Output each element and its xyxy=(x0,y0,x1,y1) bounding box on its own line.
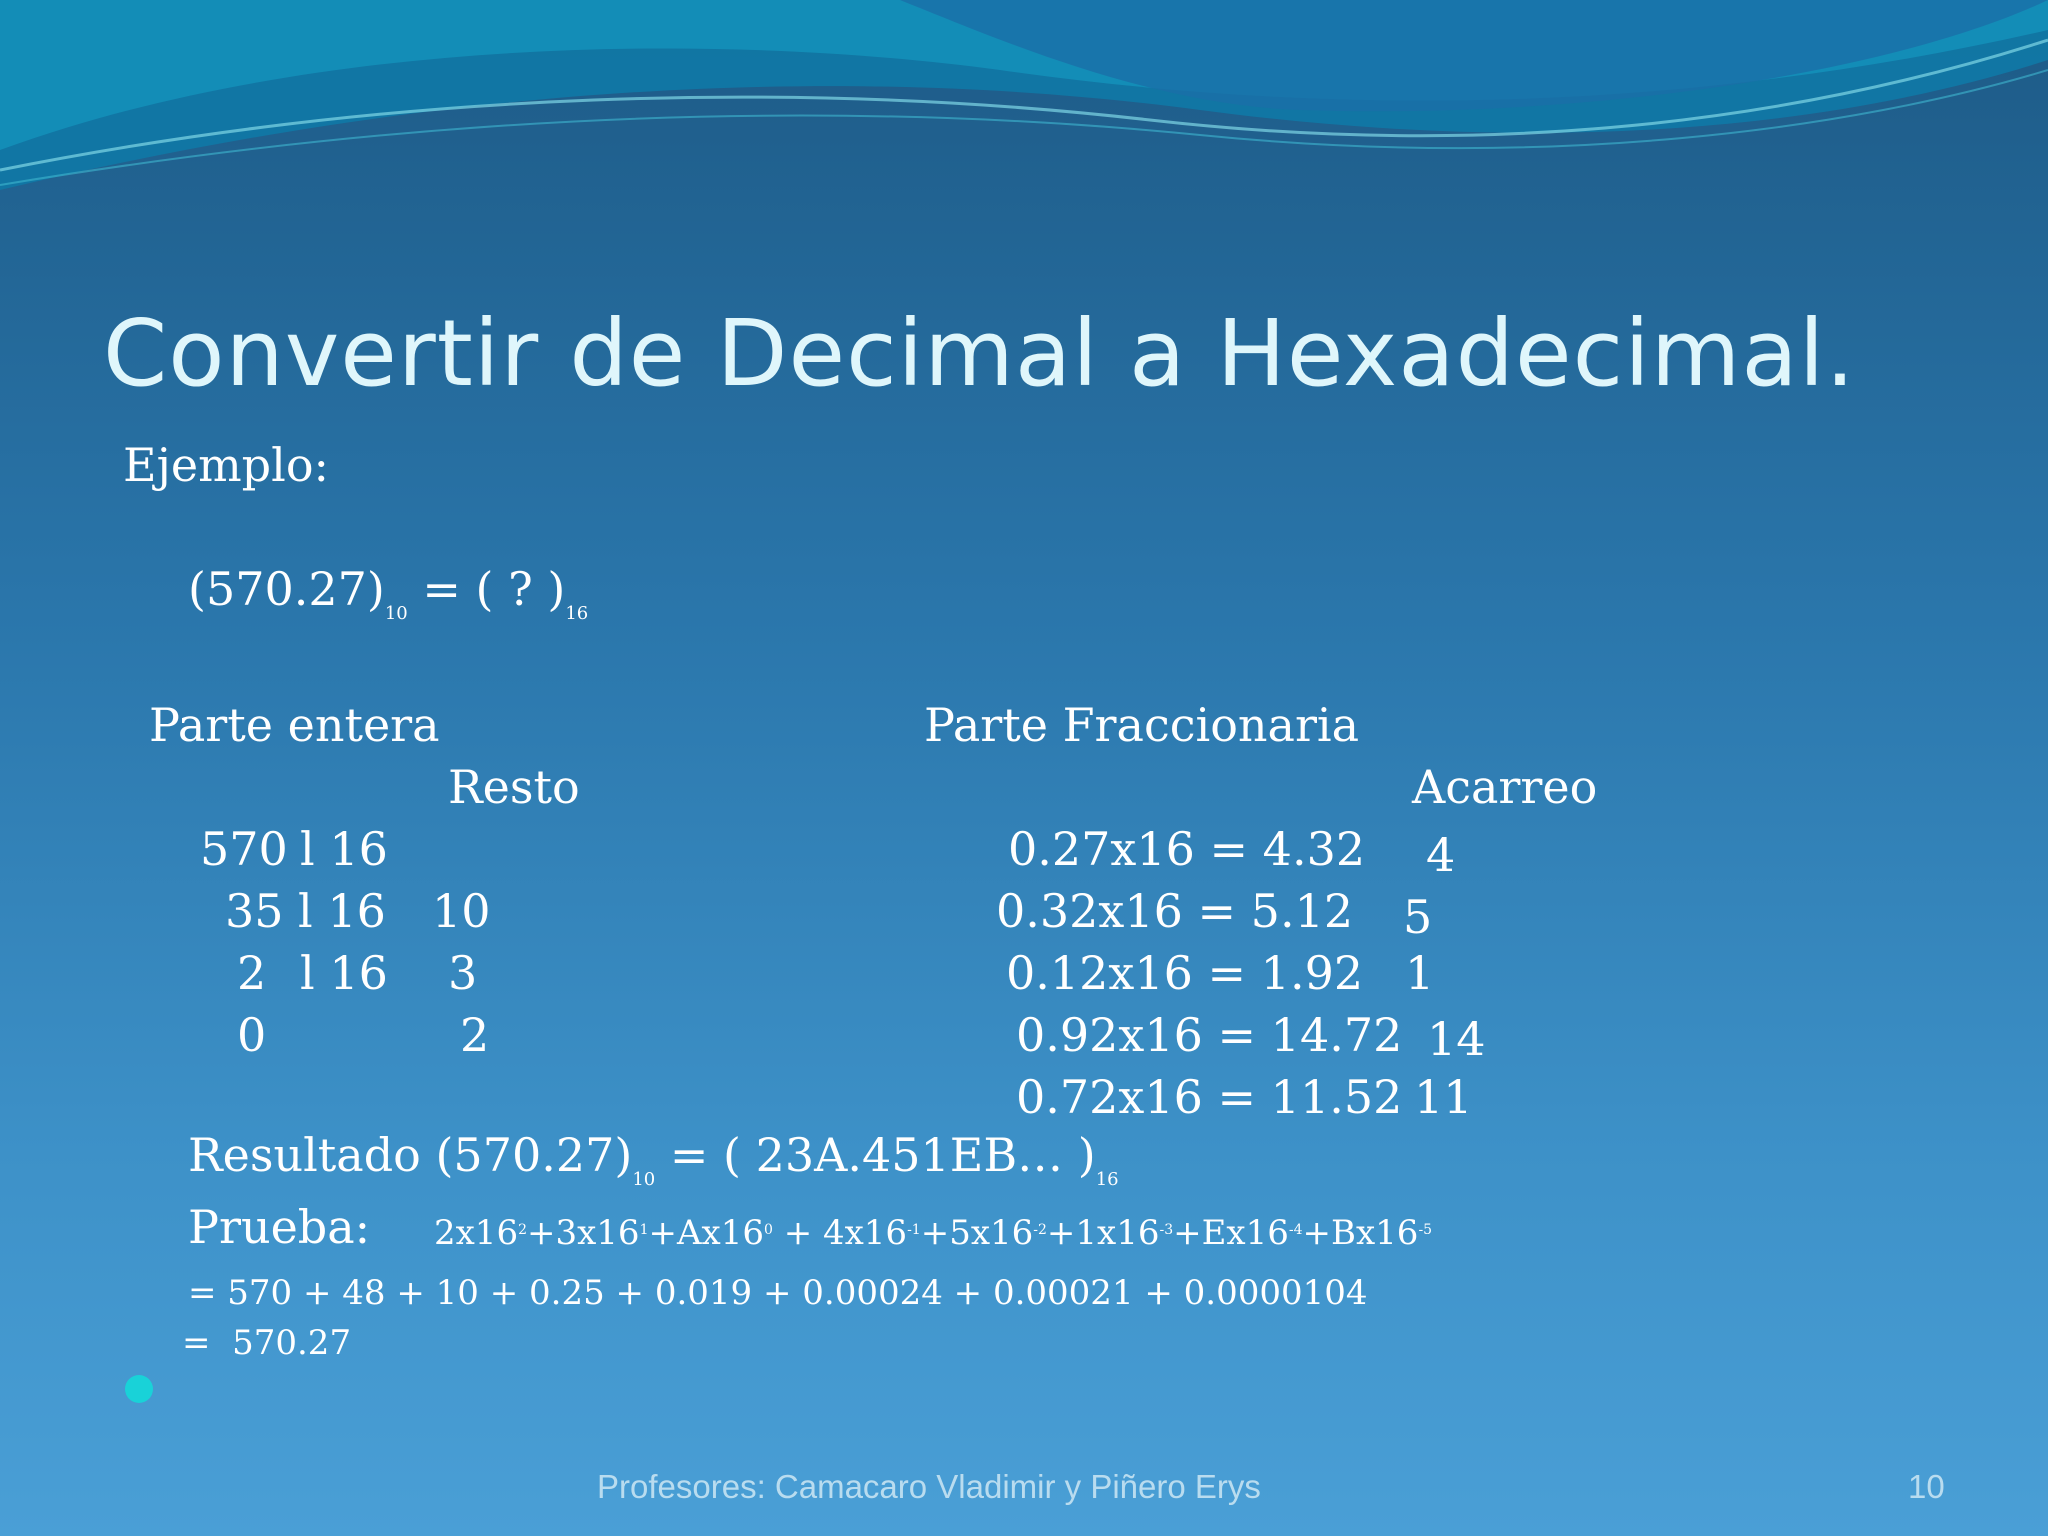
footer-text: Profesores: Camacaro Vladimir y Piñero Erys xyxy=(597,1468,1261,1505)
result-base-10: 10 xyxy=(632,1169,656,1190)
division-row-divisor: l 16 xyxy=(300,946,388,1000)
proof-exponent: -5 xyxy=(1418,1222,1433,1238)
division-row-divisor: l 16 xyxy=(298,884,386,938)
fraction-heading: Parte Fraccionaria xyxy=(924,698,1360,752)
proof-term: +3x16 xyxy=(527,1213,640,1253)
multiplication-row-carry: 14 xyxy=(1427,1012,1486,1066)
division-row-divisor: l 16 xyxy=(300,822,388,876)
ejemplo-label: Ejemplo: xyxy=(123,438,330,492)
multiplication-row-expr: 0.72x16 = 11.52 xyxy=(1016,1070,1403,1124)
multiplication-row-expr: 0.32x16 = 5.12 xyxy=(996,884,1354,938)
integer-heading: Parte entera xyxy=(149,698,440,752)
header-waves xyxy=(0,0,2048,230)
multiplication-row-carry: 4 xyxy=(1426,828,1456,882)
question-equation xyxy=(188,562,588,624)
multiplication-row-expr: 0.12x16 = 1.92 xyxy=(1006,946,1364,1000)
acarreo-label: Acarreo xyxy=(1412,760,1598,814)
resto-label: Resto xyxy=(448,760,580,814)
proof-exponent: -3 xyxy=(1159,1222,1174,1238)
proof-label: Prueba: xyxy=(188,1200,371,1254)
multiplication-row-carry: 5 xyxy=(1403,890,1433,944)
multiplication-row-carry: 1 xyxy=(1405,946,1435,1000)
multiplication-row-expr: 0.27x16 = 4.32 xyxy=(1008,822,1366,876)
question-lhs-base: 10 xyxy=(384,603,408,624)
bullet-dot xyxy=(125,1375,153,1403)
slide-title: Convertir de Decimal a Hexadecimal. xyxy=(103,300,1856,407)
question-rhs: = ( ? ) xyxy=(422,562,566,616)
division-row-rest: 2 xyxy=(460,1008,490,1062)
proof-exponent: 1 xyxy=(639,1222,649,1238)
proof-term: + 4x16 xyxy=(772,1213,908,1253)
division-row-dividend: 0 xyxy=(237,1008,267,1062)
proof-term: +Ex16 xyxy=(1173,1213,1289,1253)
proof-exponent: 0 xyxy=(763,1222,773,1238)
proof-term: +5x16 xyxy=(920,1213,1034,1253)
proof-exponent: -2 xyxy=(1033,1222,1047,1238)
result-base-16: 16 xyxy=(1095,1169,1119,1190)
proof-sum-line: = 570 + 48 + 10 + 0.25 + 0.019 + 0.00024 + 0.00021 + 0.0000104 xyxy=(188,1273,1368,1313)
division-row-dividend: 570 xyxy=(200,822,288,876)
proof-total-line: = 570.27 xyxy=(182,1323,352,1363)
division-row-dividend: 2 xyxy=(237,946,267,1000)
proof-term: 2x16 xyxy=(434,1213,519,1253)
division-row-dividend: 35 xyxy=(225,884,284,938)
proof-expression xyxy=(434,1213,1432,1253)
proof-exponent: -4 xyxy=(1288,1222,1303,1238)
question-rhs-base: 16 xyxy=(565,603,589,624)
proof-term: +Ax16 xyxy=(648,1213,764,1253)
multiplication-row-carry: 11 xyxy=(1414,1070,1473,1124)
page-number: 10 xyxy=(1908,1468,1945,1505)
question-lhs: (570.27) xyxy=(188,562,385,616)
multiplication-row-expr: 0.92x16 = 14.72 xyxy=(1016,1008,1403,1062)
proof-term: +1x16 xyxy=(1046,1213,1160,1253)
result-value: = ( 23A.451EB… ) xyxy=(669,1128,1096,1182)
division-row-rest: 3 xyxy=(448,946,478,1000)
result-label: Resultado (570.27) xyxy=(188,1128,633,1182)
proof-exponent: -1 xyxy=(907,1222,921,1238)
division-row-rest: 10 xyxy=(432,884,491,938)
proof-term: +Bx16 xyxy=(1302,1213,1419,1253)
result-line xyxy=(188,1128,1119,1190)
proof-exponent: 2 xyxy=(518,1222,527,1238)
